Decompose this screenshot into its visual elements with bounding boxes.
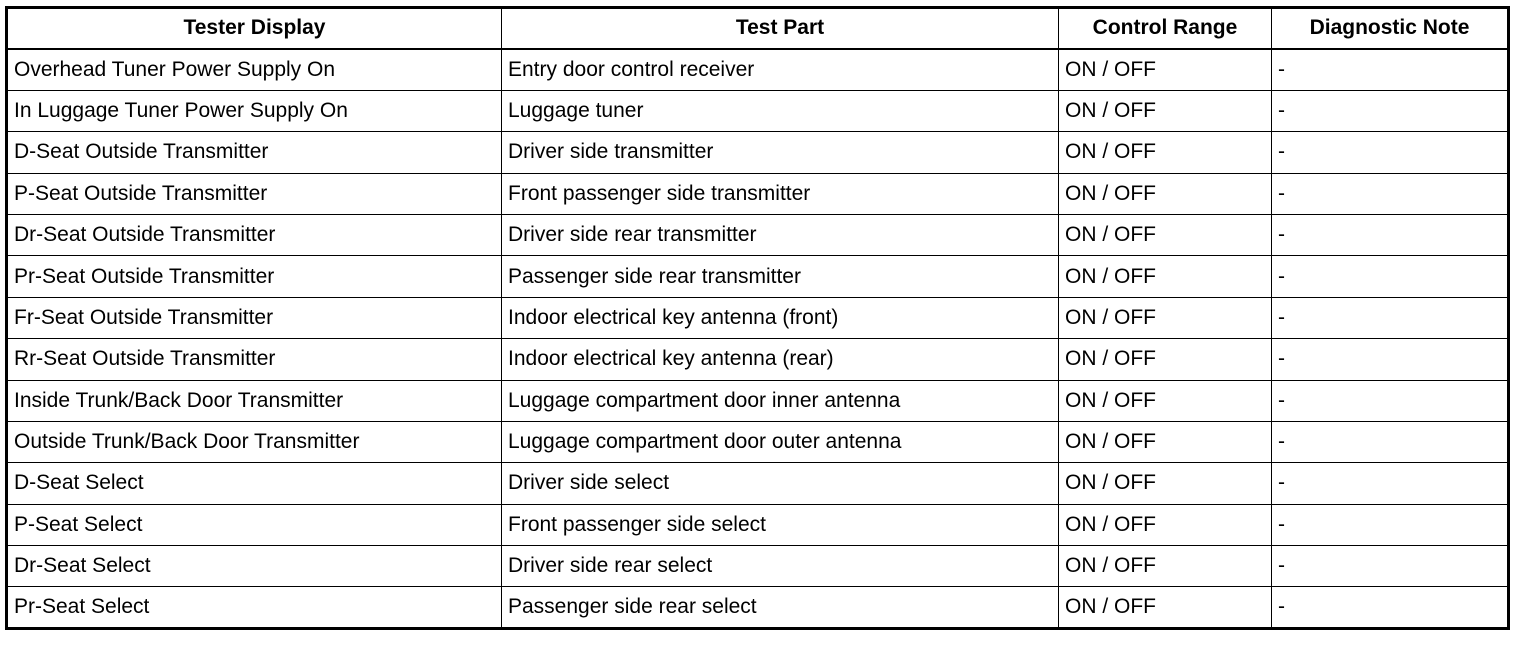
cell-test-part: Driver side select bbox=[502, 463, 1059, 504]
cell-control-range: ON / OFF bbox=[1059, 380, 1272, 421]
cell-diagnostic-note: - bbox=[1272, 587, 1509, 628]
cell-test-part: Driver side rear select bbox=[502, 546, 1059, 587]
table-row bbox=[7, 380, 1509, 421]
cell-test-part: Entry door control receiver bbox=[502, 49, 1059, 90]
header-diagnostic-note: Diagnostic Note bbox=[1272, 8, 1509, 49]
cell-tester-display: Dr-Seat Select bbox=[7, 546, 502, 587]
cell-control-range: ON / OFF bbox=[1059, 173, 1272, 214]
cell-control-range: ON / OFF bbox=[1059, 49, 1272, 90]
cell-test-part: Luggage tuner bbox=[502, 90, 1059, 131]
cell-test-part: Driver side rear transmitter bbox=[502, 214, 1059, 255]
cell-tester-display: Dr-Seat Outside Transmitter bbox=[7, 214, 502, 255]
cell-tester-display: Overhead Tuner Power Supply On bbox=[7, 49, 502, 90]
table-row bbox=[7, 546, 1509, 587]
cell-control-range: ON / OFF bbox=[1059, 90, 1272, 131]
cell-control-range: ON / OFF bbox=[1059, 504, 1272, 545]
cell-tester-display: P-Seat Outside Transmitter bbox=[7, 173, 502, 214]
cell-diagnostic-note: - bbox=[1272, 297, 1509, 338]
table-row bbox=[7, 49, 1509, 90]
header-row bbox=[7, 8, 1509, 49]
cell-diagnostic-note: - bbox=[1272, 504, 1509, 545]
diagnostic-table bbox=[5, 6, 1510, 630]
cell-diagnostic-note: - bbox=[1272, 214, 1509, 255]
cell-test-part: Indoor electrical key antenna (rear) bbox=[502, 339, 1059, 380]
cell-tester-display: In Luggage Tuner Power Supply On bbox=[7, 90, 502, 131]
cell-diagnostic-note: - bbox=[1272, 256, 1509, 297]
cell-diagnostic-note: - bbox=[1272, 49, 1509, 90]
cell-test-part: Luggage compartment door outer antenna bbox=[502, 421, 1059, 462]
cell-test-part: Passenger side rear select bbox=[502, 587, 1059, 628]
cell-test-part: Front passenger side transmitter bbox=[502, 173, 1059, 214]
cell-tester-display: Inside Trunk/Back Door Transmitter bbox=[7, 380, 502, 421]
cell-tester-display: P-Seat Select bbox=[7, 504, 502, 545]
table-row bbox=[7, 463, 1509, 504]
table-row bbox=[7, 421, 1509, 462]
cell-diagnostic-note: - bbox=[1272, 339, 1509, 380]
cell-control-range: ON / OFF bbox=[1059, 463, 1272, 504]
cell-tester-display: Outside Trunk/Back Door Transmitter bbox=[7, 421, 502, 462]
header-test-part: Test Part bbox=[502, 8, 1059, 49]
cell-test-part: Passenger side rear transmitter bbox=[502, 256, 1059, 297]
table-row bbox=[7, 504, 1509, 545]
cell-test-part: Driver side transmitter bbox=[502, 132, 1059, 173]
table-row bbox=[7, 214, 1509, 255]
cell-diagnostic-note: - bbox=[1272, 463, 1509, 504]
table-row bbox=[7, 132, 1509, 173]
cell-test-part: Front passenger side select bbox=[502, 504, 1059, 545]
cell-tester-display: Rr-Seat Outside Transmitter bbox=[7, 339, 502, 380]
cell-tester-display: Fr-Seat Outside Transmitter bbox=[7, 297, 502, 338]
cell-diagnostic-note: - bbox=[1272, 380, 1509, 421]
cell-tester-display: Pr-Seat Select bbox=[7, 587, 502, 628]
cell-tester-display: D-Seat Select bbox=[7, 463, 502, 504]
cell-diagnostic-note: - bbox=[1272, 546, 1509, 587]
table-row bbox=[7, 297, 1509, 338]
table-row bbox=[7, 339, 1509, 380]
cell-control-range: ON / OFF bbox=[1059, 546, 1272, 587]
cell-control-range: ON / OFF bbox=[1059, 214, 1272, 255]
cell-test-part: Indoor electrical key antenna (front) bbox=[502, 297, 1059, 338]
table-row bbox=[7, 256, 1509, 297]
cell-control-range: ON / OFF bbox=[1059, 297, 1272, 338]
cell-diagnostic-note: - bbox=[1272, 173, 1509, 214]
cell-control-range: ON / OFF bbox=[1059, 587, 1272, 628]
cell-control-range: ON / OFF bbox=[1059, 421, 1272, 462]
table-row bbox=[7, 90, 1509, 131]
cell-tester-display: Pr-Seat Outside Transmitter bbox=[7, 256, 502, 297]
table-row bbox=[7, 587, 1509, 628]
cell-diagnostic-note: - bbox=[1272, 90, 1509, 131]
cell-control-range: ON / OFF bbox=[1059, 339, 1272, 380]
table-row bbox=[7, 173, 1509, 214]
cell-diagnostic-note: - bbox=[1272, 421, 1509, 462]
header-tester-display: Tester Display bbox=[7, 8, 502, 49]
cell-control-range: ON / OFF bbox=[1059, 132, 1272, 173]
cell-control-range: ON / OFF bbox=[1059, 256, 1272, 297]
cell-tester-display: D-Seat Outside Transmitter bbox=[7, 132, 502, 173]
cell-test-part: Luggage compartment door inner antenna bbox=[502, 380, 1059, 421]
header-control-range: Control Range bbox=[1059, 8, 1272, 49]
cell-diagnostic-note: - bbox=[1272, 132, 1509, 173]
